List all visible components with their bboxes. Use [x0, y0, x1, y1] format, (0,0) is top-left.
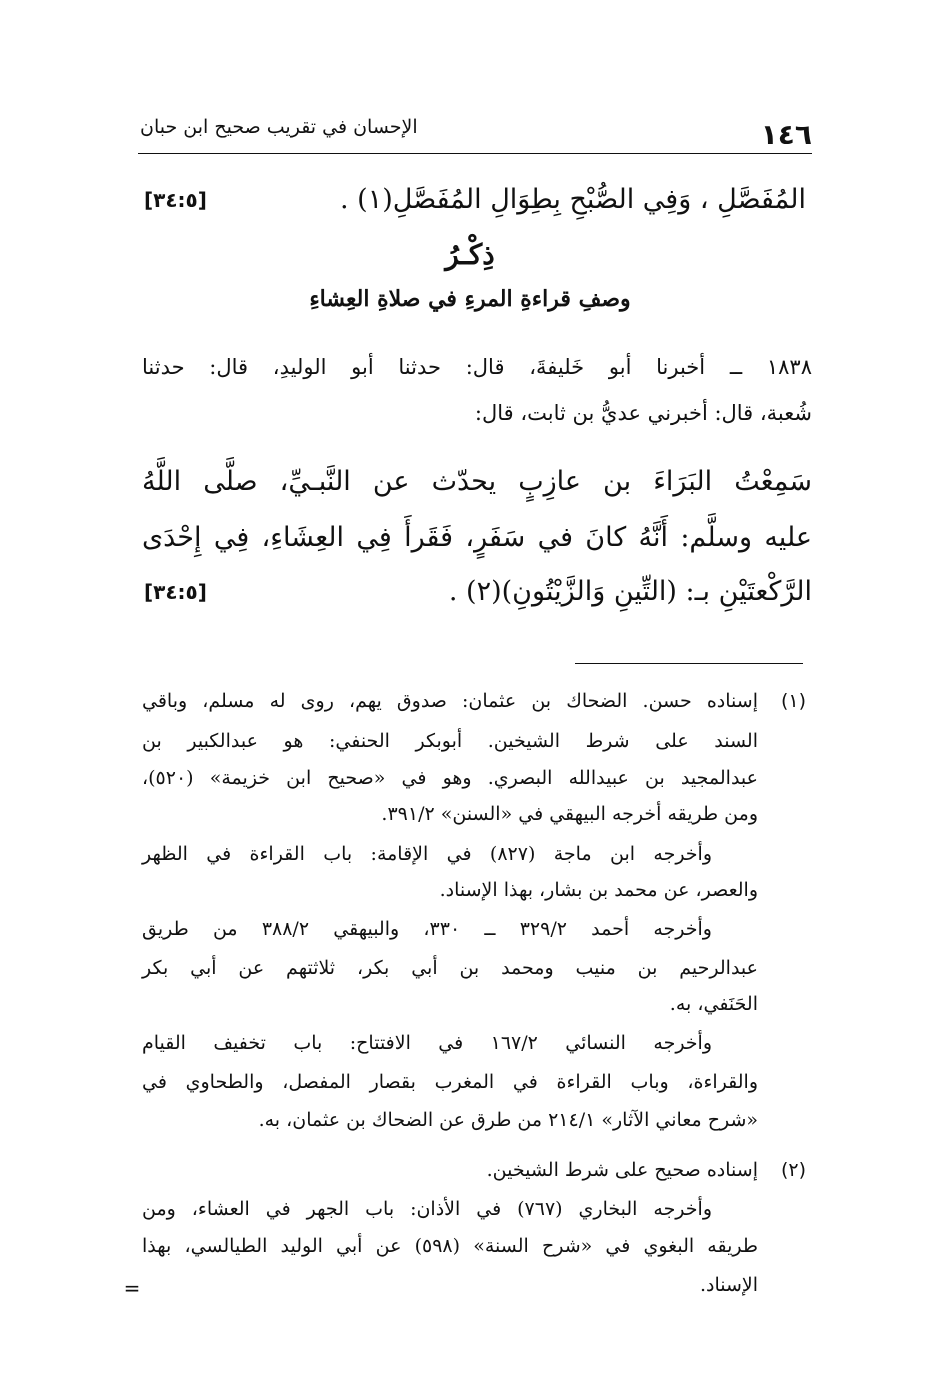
footnote-number: (١): [780, 690, 806, 712]
matn-line: عليه وسلَّم: أَنَّهُ كانَ في سَفَرٍ، فَقَرأَ فِي العِشَاءِ، فِي إِحْدَى: [142, 522, 812, 553]
hadith-ref: [٣٤:٥]: [144, 580, 207, 604]
chapter-dhikr: ذِكْـرُ: [445, 238, 495, 271]
matn-line: سَمِعْتُ البَرَاءَ بن عازِبٍ يحدّث عن النَّبـيِّ، صلَّى اللَّهُ: [142, 466, 812, 497]
continuation-text: المُفَصَّلِ ، وَفِي الصُّبْحِ بِطِوَالِ المُفَصَّلِ(١) .: [340, 184, 806, 215]
footnote-line: الإسناد.: [699, 1274, 758, 1296]
header-rule: [138, 153, 812, 154]
footnote-line: الحَنَفي، به.: [669, 993, 758, 1015]
footnote-line: إسناده حسن. الضحاك بن عثمان: صدوق يهم، روى له مسلم، وباقي: [142, 690, 758, 712]
footnote-line: وأخرجه النسائي ١٦٧/٢ في الافتتاح: باب تخفيف القيام: [142, 1032, 712, 1054]
continues-mark: =: [123, 1276, 141, 1300]
footnote-line: السند على شرط الشيخين. أبوبكر الحنفي: هو عبدالكبير بن: [142, 730, 758, 752]
footnote-line: والعصر، عن محمد بن بشار، بهذا الإسناد.: [439, 879, 758, 901]
footnote-line: إسناده صحيح على شرط الشيخين.: [486, 1159, 758, 1181]
isnad-line: ١٨٣٨ ــ أخبرنا أبو خَليفةَ، قال: حدثنا أبو الوليدِ، قال: حدثنا: [142, 355, 812, 379]
footnote-line: والقراءة، وباب القراءة في المغرب بقصار المفصل، والطحاوي في: [142, 1071, 758, 1093]
matn-line: الرَّكْعتَيْنِ بـ: (التِّينِ وَالزَّيْتُونِ)(٢) .: [448, 576, 812, 607]
footnote-line: وأخرجه البخاري (٧٦٧) في الأذان: باب الجهر في العشاء، ومن: [142, 1198, 712, 1220]
page-number: ١٤٦: [760, 118, 812, 151]
footnote-line: وأخرجه أحمد ٣٢٩/٢ ــ ٣٣٠، والبيهقي ٣٨٨/٢ من طريق: [142, 918, 712, 940]
footnote-rule: [575, 663, 803, 664]
footnote-line: عبدالمجيد بن عبيدالله البصري. وهو في «صحيح ابن خزيمة» (٥٢٠)،: [142, 767, 758, 789]
footnote-line: طريقه البغوي في «شرح السنة» (٥٩٨) عن أبي الوليد الطيالسي، بهذا: [142, 1235, 759, 1257]
footnote-line: وأخرجه ابن ماجة (٨٢٧) في الإقامة: باب القراءة في الظهر: [142, 843, 712, 865]
isnad-line: شُعبة، قال: أخبرني عديُّ بن ثابت، قال:: [474, 401, 812, 425]
footnote-line: عبدالرحيم بن منيب ومحمد بن أبي بكر، ثلاثتهم عن أبي بكر: [142, 957, 758, 979]
running-title: الإحسان في تقريب صحيح ابن حبان: [140, 116, 418, 138]
footnote-line: ومن طريقه أخرجه البيهقي في «السنن» ٣٩١/٢.: [381, 803, 758, 825]
chapter-title: وصفِ قراءةِ المرءِ في صلاةِ العِشاءِ: [309, 286, 631, 312]
continuation-ref: [٣٤:٥]: [144, 188, 207, 212]
footnote-number: (٢): [780, 1159, 806, 1181]
footnote-line: «شرح معاني الآثار» ٢١٤/١ من طرق عن الضحاك بن عثمان، به.: [258, 1109, 758, 1131]
